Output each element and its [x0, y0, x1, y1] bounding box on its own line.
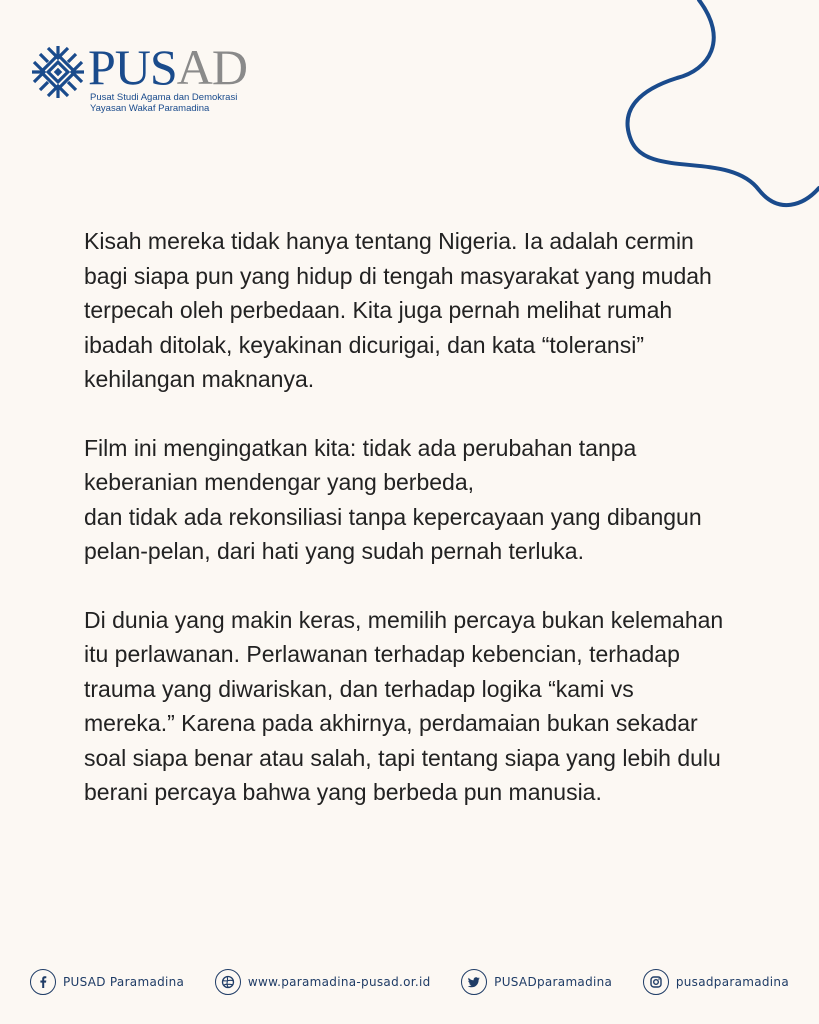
- logo-subtitle-line2: Yayasan Wakaf Paramadina: [90, 103, 210, 114]
- instagram-icon: [643, 969, 669, 995]
- website-label: www.paramadina-pusad.or.id: [247, 975, 431, 989]
- paragraph-2: Film ini mengingatkan kita: tidak ada perubahan tanpa keberanian mendengar yang berbeda, dan tidak ada rekonsiliasi tanpa kepercayaan yang dibangun pelan-pelan, dari hati yang sudah pernah terluka.: [84, 434, 702, 564]
- globe-icon: [215, 969, 241, 995]
- facebook-label: PUSAD Paramadina: [63, 975, 185, 989]
- paragraph-1: Kisah mereka tidak hanya tentang Nigeria. Ia adalah cermin bagi siapa pun yang hidup di tengah masyarakat yang mudah terpecah oleh perbedaan. Kita juga pernah melihat rumah ibadah ditolak, keyakinan dicurigai, dan kata “toleransi” kehilangan maknanya.: [84, 228, 712, 392]
- website-link[interactable]: [215, 969, 431, 995]
- logo-wordmark: [88, 39, 247, 95]
- facebook-icon: [30, 969, 56, 995]
- pusad-emblem-icon: [30, 44, 86, 100]
- article-body: [84, 224, 784, 844]
- logo-word-main: PUS: [88, 39, 177, 95]
- instagram-link[interactable]: [643, 969, 789, 995]
- decorative-wave: [619, 0, 819, 215]
- twitter-label: PUSADparamadina: [494, 975, 613, 989]
- twitter-link[interactable]: [461, 969, 612, 995]
- facebook-link[interactable]: [30, 969, 184, 995]
- instagram-label: pusadparamadina: [675, 975, 789, 989]
- logo-subtitle-line1: Pusat Studi Agama dan Demokrasi: [90, 92, 238, 103]
- twitter-icon: [461, 969, 487, 995]
- pusad-logo: [30, 39, 247, 114]
- logo-word-accent: AD: [176, 39, 247, 95]
- paragraph-3: Di dunia yang makin keras, memilih percaya bukan kelemahan itu perlawanan. Perlawanan terhadap kebencian, terhadap trauma yang diwariskan, dan terhadap logika “kami vs mereka.” Karena pada akhirnya, perdamaian bukan sekadar soal siapa benar atau salah, tapi tentang siapa yang lebih dulu berani percaya bahwa yang berbeda pun manusia.: [84, 606, 724, 805]
- social-footer: [30, 966, 789, 998]
